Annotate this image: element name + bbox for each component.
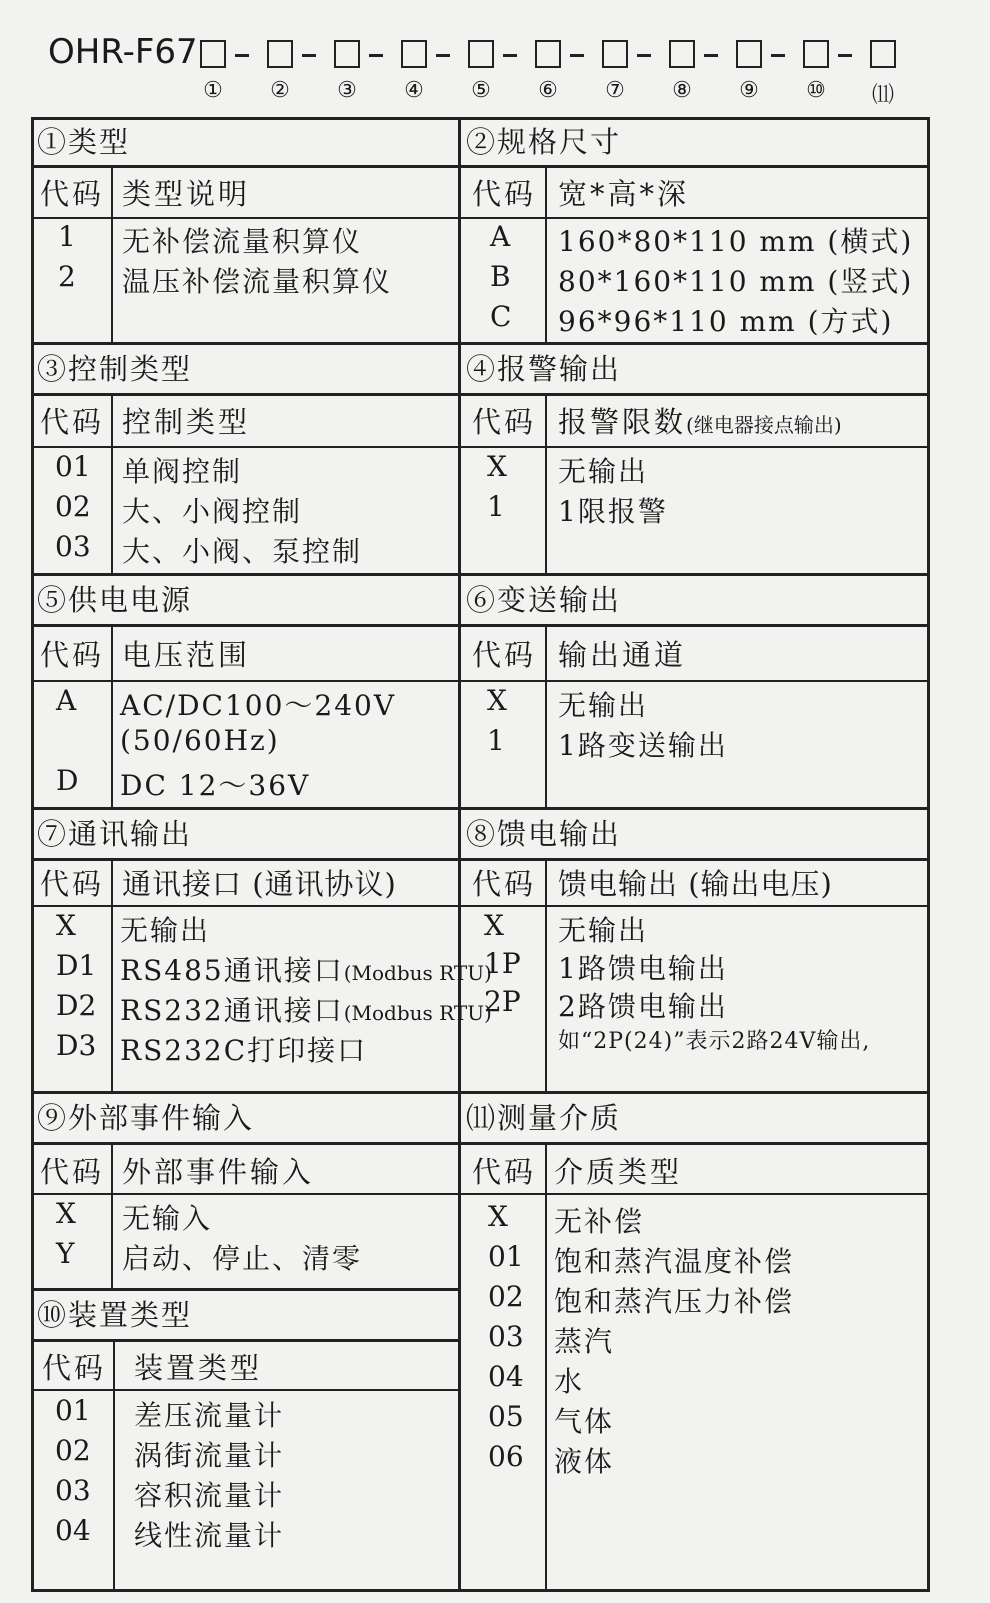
row-desc-text: 启动、停止、清零 xyxy=(122,1242,363,1275)
row-desc-text: 无补偿流量积算仪 xyxy=(122,225,363,258)
section-title: ④报警输出 xyxy=(466,352,622,386)
divider xyxy=(458,217,930,219)
divider xyxy=(31,1091,460,1094)
row-desc xyxy=(558,724,728,764)
row-code: X xyxy=(56,909,76,942)
row-code: 1 xyxy=(58,220,76,253)
row-desc xyxy=(134,1474,284,1514)
row-desc-text: DC 12～36V xyxy=(120,769,311,802)
row-desc-text: 饱和蒸汽压力补偿 xyxy=(554,1285,795,1318)
row-code: 02 xyxy=(55,490,91,523)
header-subtext: (继电器接点输出) xyxy=(686,413,842,437)
row-code: 01 xyxy=(488,1240,524,1273)
row-desc-text: 饱和蒸汽温度补偿 xyxy=(554,1245,795,1278)
row-code: 2P xyxy=(484,985,521,1018)
col-desc-header: 宽*高*深 xyxy=(558,177,690,211)
row-desc xyxy=(122,1197,212,1237)
row-desc xyxy=(120,909,210,949)
divider xyxy=(31,1142,460,1145)
code-slot-dash xyxy=(570,54,584,57)
col-desc-header: 通讯接口 (通讯协议) xyxy=(122,867,397,901)
divider xyxy=(31,165,460,168)
col-desc-header: 类型说明 xyxy=(122,177,251,211)
divider xyxy=(458,393,930,396)
code-slot-number: ⑦ xyxy=(605,78,625,103)
row-desc-text: 无补偿 xyxy=(554,1205,645,1238)
code-slot-box xyxy=(669,40,695,68)
code-slot-dash xyxy=(503,54,517,57)
divider xyxy=(458,165,930,168)
row-desc xyxy=(134,1434,284,1474)
center-divider xyxy=(458,117,461,1592)
row-desc-text: 无输出 xyxy=(120,914,211,947)
divider xyxy=(458,573,930,576)
divider xyxy=(31,217,460,219)
code-slot-dash xyxy=(771,54,785,57)
row-desc-text: 蒸汽 xyxy=(554,1325,615,1358)
divider xyxy=(111,165,113,342)
divider xyxy=(458,1091,930,1094)
row-desc xyxy=(122,260,392,300)
row-desc-protocol: (Modbus RTU) xyxy=(343,961,492,985)
code-slot-dash xyxy=(637,54,651,57)
row-desc-text: RS485通讯接口 xyxy=(120,954,344,987)
section-title: ⑥变送输出 xyxy=(466,583,622,617)
divider xyxy=(545,165,547,342)
code-slot-number: ⑥ xyxy=(538,78,558,103)
row-code: D1 xyxy=(56,949,97,982)
row-desc xyxy=(554,1320,614,1360)
row-desc-text: 无输出 xyxy=(558,455,649,488)
divider xyxy=(113,1339,115,1592)
code-slot-box xyxy=(736,40,762,68)
divider xyxy=(458,446,930,448)
row-desc-text: 线性流量计 xyxy=(134,1519,285,1552)
code-slot-number: ① xyxy=(203,78,223,103)
row-desc xyxy=(558,490,668,530)
col-code-header: 代码 xyxy=(40,1155,105,1189)
row-code: 03 xyxy=(55,1474,91,1507)
row-desc-text: 无输出 xyxy=(558,914,649,947)
row-desc-text: 差压流量计 xyxy=(134,1399,285,1432)
row-desc xyxy=(134,1514,284,1554)
code-slot-number: ⑤ xyxy=(471,78,491,103)
row-desc-text: 2路馈电输出 xyxy=(558,990,728,1023)
row-code: D2 xyxy=(56,989,97,1022)
divider xyxy=(458,624,930,627)
divider xyxy=(31,680,460,682)
row-desc xyxy=(554,1440,614,1480)
row-desc xyxy=(120,724,280,757)
row-desc xyxy=(120,684,396,724)
divider xyxy=(458,807,930,810)
row-code: B xyxy=(490,260,511,293)
row-desc-protocol: (Modbus RTU) xyxy=(343,1001,492,1025)
code-slot-box xyxy=(535,40,561,68)
row-desc xyxy=(122,220,362,260)
row-code: X xyxy=(487,450,507,483)
col-code-header: 代码 xyxy=(40,867,105,901)
row-desc-text: 涡街流量计 xyxy=(134,1439,285,1472)
row-desc-text: AC/DC100～240V xyxy=(120,689,397,722)
row-code: Y xyxy=(56,1237,75,1270)
row-desc xyxy=(122,490,302,530)
col-desc-header: 输出通道 xyxy=(558,638,687,672)
row-desc xyxy=(558,947,728,987)
col-desc-header: 电压范围 xyxy=(122,638,251,672)
row-desc xyxy=(134,1394,284,1434)
code-slot-number: ⑧ xyxy=(672,78,692,103)
code-slot-number: ④ xyxy=(404,78,424,103)
row-code: 1P xyxy=(484,947,521,980)
code-slot-number: ② xyxy=(270,78,290,103)
row-desc xyxy=(120,989,492,1029)
row-desc-text: 1路变送输出 xyxy=(558,729,728,762)
section-title: ⑤供电电源 xyxy=(37,583,193,617)
row-desc xyxy=(122,450,242,490)
row-desc-text: 无输入 xyxy=(122,1202,213,1235)
col-desc-header: 控制类型 xyxy=(122,405,251,439)
divider xyxy=(31,1193,460,1195)
row-desc-text: 80*160*110 mm (竖式) xyxy=(558,265,914,298)
divider xyxy=(31,1389,460,1391)
col-code-header: 代码 xyxy=(40,405,105,439)
row-desc xyxy=(558,684,648,724)
model-code-row xyxy=(48,30,938,110)
row-desc xyxy=(558,220,913,260)
code-slot-dash xyxy=(838,54,852,57)
code-slot-box xyxy=(267,40,293,68)
section-title: ⑩装置类型 xyxy=(37,1298,193,1332)
col-code-header: 代码 xyxy=(472,867,537,901)
row-code: X xyxy=(488,1200,508,1233)
section-title: ①类型 xyxy=(37,125,131,159)
code-slot-number: ⑾ xyxy=(871,83,894,108)
col-code-header: 代码 xyxy=(472,1155,537,1189)
row-desc xyxy=(122,1237,362,1277)
divider xyxy=(31,342,460,345)
col-code-header: 代码 xyxy=(472,177,537,211)
divider xyxy=(458,905,930,907)
code-slot-number: ③ xyxy=(337,78,357,103)
col-desc-header: 外部事件输入 xyxy=(122,1155,315,1189)
row-desc xyxy=(558,909,648,949)
divider xyxy=(31,905,460,907)
section-title: ②规格尺寸 xyxy=(466,125,622,159)
section-title: ⑧馈电输出 xyxy=(466,817,622,851)
feed-output-note: 如“2P(24)”表示2路24V输出, xyxy=(558,1029,871,1054)
code-slot-box xyxy=(803,40,829,68)
code-slot-dash xyxy=(704,54,718,57)
row-code: 04 xyxy=(488,1360,524,1393)
code-slot-dash xyxy=(369,54,383,57)
row-code: 02 xyxy=(488,1280,524,1313)
divider xyxy=(31,807,460,810)
row-code: 04 xyxy=(55,1514,91,1547)
row-desc-text: 大、小阀控制 xyxy=(122,495,303,528)
row-desc-text: (50/60Hz) xyxy=(120,724,280,757)
divider xyxy=(458,858,930,861)
row-desc-text: 气体 xyxy=(554,1405,615,1438)
divider xyxy=(111,1142,113,1288)
code-slot-box xyxy=(334,40,360,68)
row-desc-text: 单阀控制 xyxy=(122,455,243,488)
row-code: A xyxy=(56,684,77,717)
divider xyxy=(458,680,930,682)
row-code: 1 xyxy=(487,724,505,757)
row-desc xyxy=(558,450,648,490)
row-code: 03 xyxy=(55,530,91,563)
divider xyxy=(545,624,547,807)
row-code: 1 xyxy=(487,490,505,523)
col-code-header: 代码 xyxy=(40,177,105,211)
divider xyxy=(111,393,113,573)
row-desc-text: 水 xyxy=(554,1365,585,1398)
col-code-header: 代码 xyxy=(40,638,105,672)
row-desc-text: RS232C打印接口 xyxy=(120,1034,368,1067)
col-desc-header: 装置类型 xyxy=(134,1351,263,1385)
row-desc-text: 温压补偿流量积算仪 xyxy=(122,265,393,298)
col-code-header: 代码 xyxy=(472,638,537,672)
row-code: 01 xyxy=(55,450,91,483)
row-desc-text: RS232通讯接口 xyxy=(120,994,344,1027)
row-desc-text: 容积流量计 xyxy=(134,1479,285,1512)
row-desc xyxy=(554,1200,644,1240)
row-desc xyxy=(120,764,310,804)
row-code: 02 xyxy=(55,1434,91,1467)
row-code: D3 xyxy=(56,1029,97,1062)
divider xyxy=(458,1142,930,1145)
row-code: 01 xyxy=(55,1394,91,1427)
section-title: ⑨外部事件输入 xyxy=(37,1101,255,1135)
divider xyxy=(31,446,460,448)
section-title: ⑾测量介质 xyxy=(466,1101,622,1135)
code-slot-number: ⑩ xyxy=(806,78,826,103)
col-desc-header: 介质类型 xyxy=(554,1155,683,1189)
code-slot-number: ⑨ xyxy=(739,78,759,103)
row-desc xyxy=(558,260,913,300)
code-slot-box xyxy=(401,40,427,68)
row-desc-text: 1路馈电输出 xyxy=(558,952,728,985)
divider xyxy=(458,1193,930,1195)
row-desc xyxy=(120,949,492,989)
row-desc-text: 无输出 xyxy=(558,689,649,722)
row-code: 2 xyxy=(58,260,76,293)
col-desc-header: 馈电输出 (输出电压) xyxy=(558,867,833,901)
row-code: D xyxy=(56,764,79,797)
row-desc xyxy=(558,300,893,340)
row-desc-text: 液体 xyxy=(554,1445,615,1478)
code-slot-box xyxy=(870,40,896,68)
row-desc-text: 96*96*110 mm (方式) xyxy=(558,305,894,338)
row-code: X xyxy=(484,909,504,942)
row-desc xyxy=(120,1029,367,1069)
header-text: 报警限数 xyxy=(558,405,687,439)
divider xyxy=(545,858,547,1091)
divider xyxy=(31,1288,460,1291)
code-slot-box xyxy=(468,40,494,68)
divider xyxy=(458,342,930,345)
row-desc xyxy=(554,1400,614,1440)
row-desc xyxy=(554,1280,794,1320)
row-code: 05 xyxy=(488,1400,524,1433)
row-desc xyxy=(122,530,362,570)
divider xyxy=(31,1339,460,1342)
row-code: 06 xyxy=(488,1440,524,1473)
row-desc xyxy=(554,1240,794,1280)
row-code: C xyxy=(490,300,512,333)
row-code: X xyxy=(487,684,507,717)
row-desc-text: 160*80*110 mm (横式) xyxy=(558,225,914,258)
col-code-header: 代码 xyxy=(472,405,537,439)
code-slot-dash xyxy=(302,54,316,57)
row-desc-text: 大、小阀、泵控制 xyxy=(122,535,363,568)
model-prefix: OHR-F67 xyxy=(48,32,198,72)
section-title: ⑦通讯输出 xyxy=(37,817,193,851)
divider xyxy=(31,858,460,861)
divider xyxy=(111,624,113,807)
row-desc xyxy=(554,1360,584,1400)
row-desc-text: 1限报警 xyxy=(558,495,668,528)
col-code-header: 代码 xyxy=(42,1351,107,1385)
code-slot-dash xyxy=(235,54,249,57)
col-desc-header xyxy=(558,400,842,441)
row-desc xyxy=(558,985,728,1025)
code-slot-box xyxy=(602,40,628,68)
divider xyxy=(545,1142,547,1592)
divider xyxy=(31,393,460,396)
section-title: ③控制类型 xyxy=(37,352,193,386)
row-code: A xyxy=(490,220,511,253)
divider xyxy=(31,573,460,576)
divider xyxy=(111,858,113,1091)
row-code: X xyxy=(56,1197,76,1230)
row-code: 03 xyxy=(488,1320,524,1353)
divider xyxy=(31,624,460,627)
code-slot-box xyxy=(200,40,226,68)
code-slot-dash xyxy=(436,54,450,57)
divider xyxy=(545,393,547,573)
